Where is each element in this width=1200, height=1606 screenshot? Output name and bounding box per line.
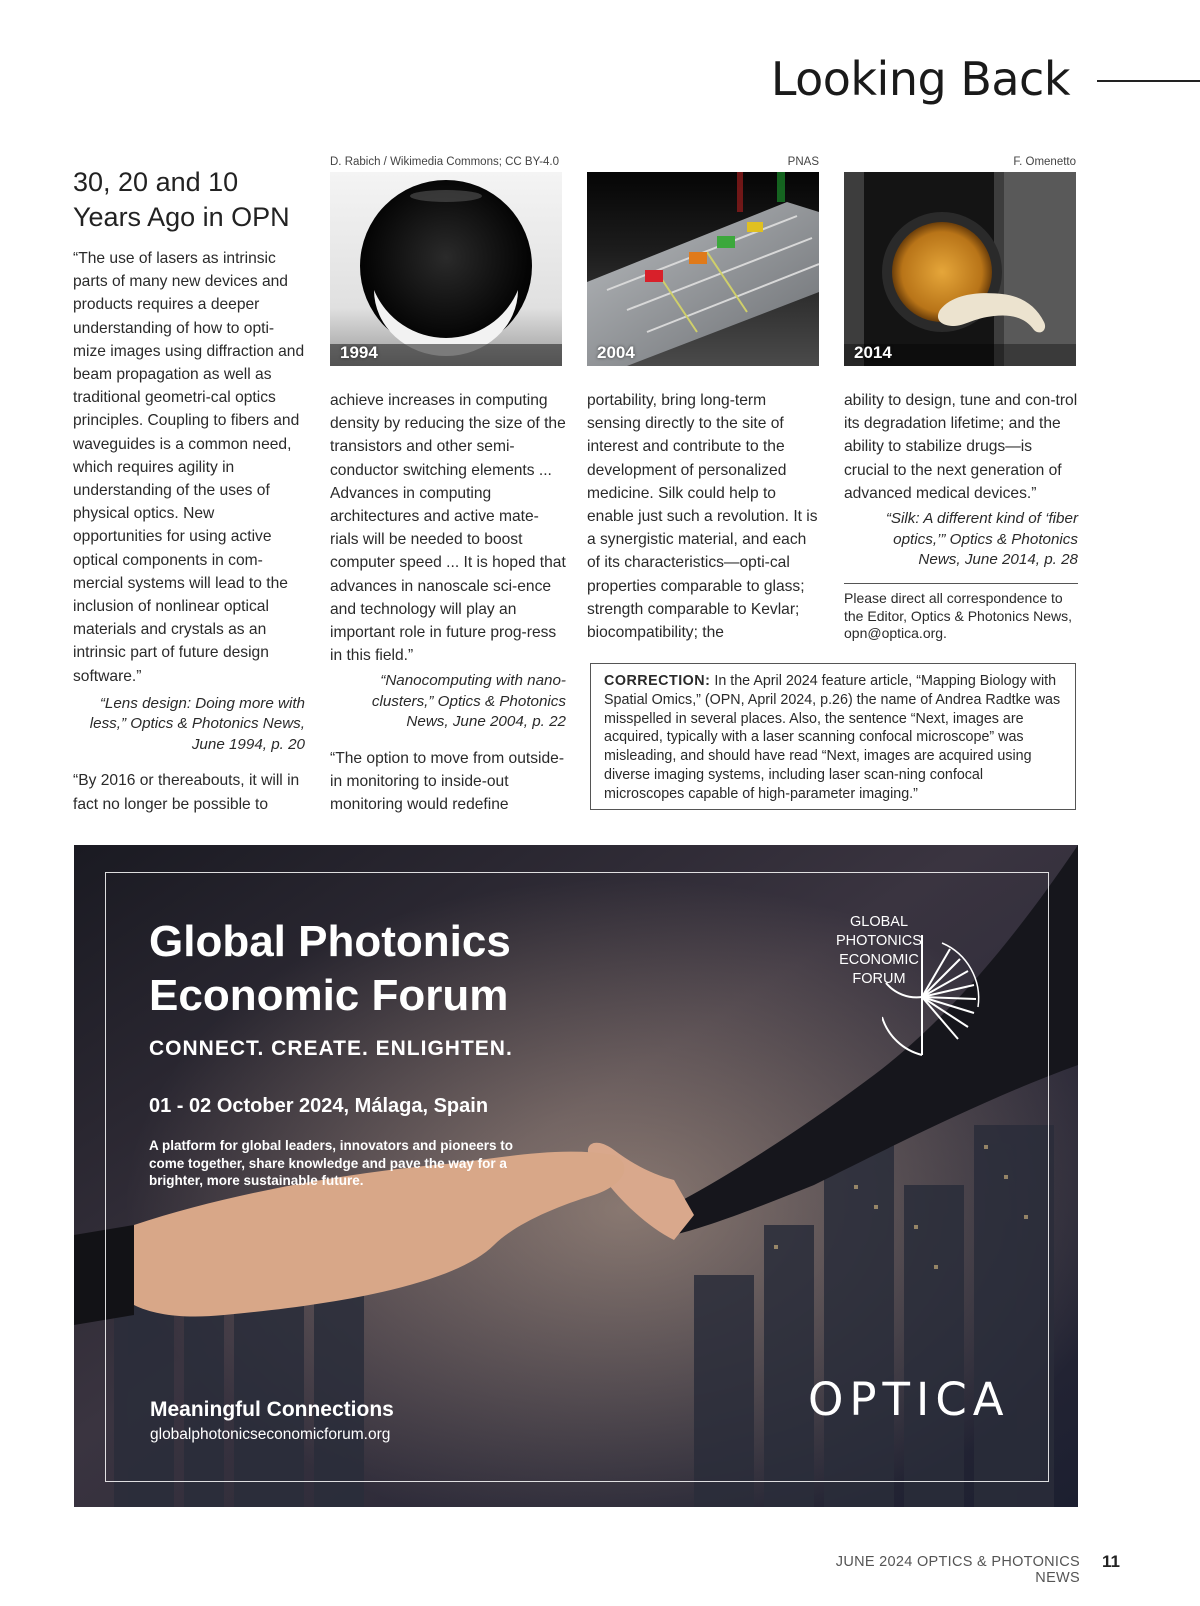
photo-credit-1994: D. Rabich / Wikimedia Commons; CC BY-4.0 [330,156,560,168]
photo-1994-glass-sphere [330,172,562,366]
column-4 [844,389,1078,571]
ad-title-line-2: Economic Forum [149,971,509,1020]
ad-date-location: 01 - 02 October 2024, Málaga, Spain [149,1095,489,1117]
year-label-2004: 2004 [597,343,635,362]
photo-credit-2014: F. Omenetto [1013,156,1076,168]
logo-text-line-3: ECONOMIC [839,952,919,968]
column-2 [330,389,566,817]
quote-2004-text: achieve increases in computing density by reducing the size of the transistors and other semi-conductor switching elements ... Advances in computing architectures and active mate-rials will be needed to boost computer speed ... It is hoped that advances in nanoscale sci-ence and technology will play an important role in future prog-ress in this field.” [330,392,566,665]
correction-text: In the April 2024 feature article, “Mapping Biology with Spatial Omics,” (OPN, April 2024, p.26) the name of Andrea Radtke was misspelled in several places. Also, the sentence “Next, images are acquired, typically with a laser scanning confocal microscope” was misleading, and should have read “Next, images are acquired using diverse imaging systems, including laser scan-ning confocal microscopes capable of high-parameter imaging.” [604,673,1061,802]
ad-title-line-1: Global Photonics [149,917,511,966]
ad-global-photonics-forum[interactable] [74,845,1078,1507]
section-title: Looking Back [770,52,1070,106]
correction-box [590,663,1076,810]
ad-tagline: CONNECT. CREATE. ENLIGHTEN. [149,1037,513,1060]
year-label-2014: 2014 [854,343,892,362]
quote-2014-end: ability to design, tune and con-trol its degradation lifetime; and the ability to stabilize drugs—is crucial to the next generation of advanced medical devices.” [844,392,1078,502]
logo-text-line-1: GLOBAL [849,914,909,930]
article-title: 30, 20 and 10 Years Ago in OPN [73,167,290,232]
column-1 [73,247,305,816]
citation-2014: “Silk: A different kind of ‘fiber optics,’” Optics & Photonics News, June 2014, p. 28 [885,510,1078,569]
photo-credit-2004: PNAS [787,156,819,168]
quote-2014-text: portability, bring long-term sensing directly to the site of interest and contribute to the development of personalized medicine. Silk could help to enable just such a revolution. It is a synergistic material, and each of its characteristics—opti-cal properties comparable to glass; strength comparable to Kevlar; biocompatibility; the [587,392,818,642]
page-number: 11 [1102,1552,1120,1571]
citation-1994: “Lens design: Doing more with less,” Optics & Photonics News, June 1994, p. 20 [89,694,305,753]
quote-1994: “The use of lasers as intrinsic parts of many new devices and products requires a deeper understanding of how to opti-mize images using diffraction and beam propagation as well as traditional geometri-cal optics principles. Coupling to fibers and waveguides is a common need, which requires agility in understanding of the uses of physical optics. New opportunities for using active optical components in com-mercial systems will lead to the inclusion of nonlinear optical materials and crystals as an intrinsic part of future design software.” [73,250,305,685]
logo-text-line-2: PHOTONICS [836,933,922,949]
ad-url-link[interactable]: globalphotonicseconomicforum.org [150,1426,391,1443]
logo-text-line-4: FORUM [852,971,906,987]
editor-contact: Please direct all correspondence to the Editor, Optics & Photonics News, opn@optica.org. [844,590,1072,641]
title-rule [1097,80,1200,82]
footer-issue: JUNE 2024 OPTICS & PHOTONICS NEWS [835,1554,1080,1586]
photo-2004-nanowire-chip [587,172,819,366]
contact-rule [844,583,1078,584]
forum-logo-icon [882,927,1002,1057]
ad-description: A platform for global leaders, innovators and pioneers to come together, share knowledge and pave the way for a brighter, more sustainable future. [149,1138,514,1188]
quote-2014-start: “The option to move from outside-in monitoring to inside-out monitoring would redefine [330,749,565,814]
photo-2014-silkworm [844,172,1076,366]
citation-2004: “Nanocomputing with nano-clusters,” Optics & Photonics News, June 2004, p. 22 [371,672,566,731]
ad-connections-title: Meaningful Connections [150,1398,394,1421]
column-3 [587,389,823,644]
quote-2004-start: “By 2016 or thereabouts, it will in fact no longer be possible to [73,772,300,813]
ad-title [149,915,669,1023]
optica-logo: OPTICA [808,1373,1010,1426]
year-label-1994: 1994 [340,343,378,362]
correction-label: CORRECTION: [604,673,711,689]
